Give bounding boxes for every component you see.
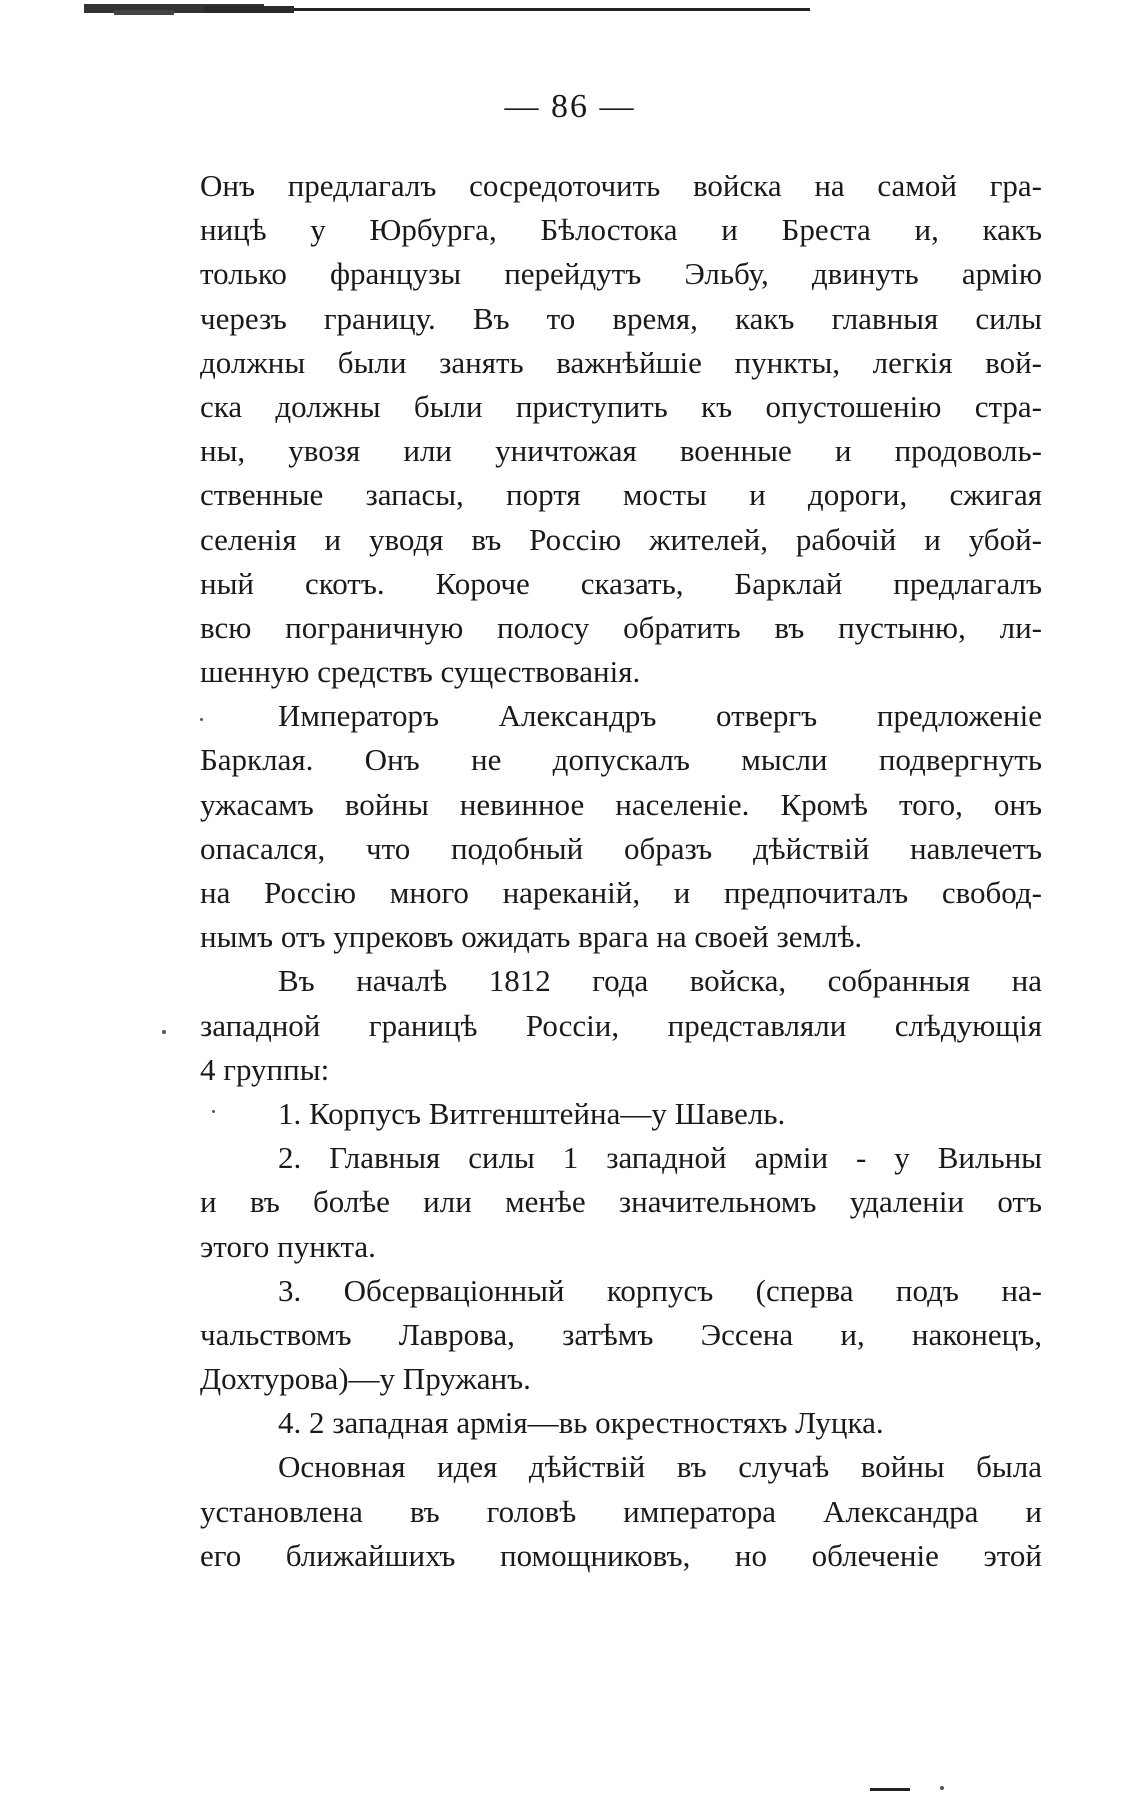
- text-line: Въ началѣ 1812 года войска, собранныя на: [278, 963, 1042, 999]
- text-line: опасался, что подобный образъ дѣйствій навлечетъ: [200, 830, 1042, 866]
- text-line: всю пограничную полосу обратить въ пустыню, ли-: [200, 609, 1042, 645]
- text-line: его ближайшихъ помощниковъ, но облеченіе этой: [200, 1537, 1042, 1573]
- text-line: 4 группы:: [200, 1051, 330, 1087]
- text-line: чальствомъ Лаврова, затѣмъ Эссена и, наконецъ,: [200, 1316, 1042, 1352]
- text-line: шенную средствъ существованія.: [200, 654, 641, 690]
- text-line: только французы перейдутъ Эльбу, двинуть армію: [200, 256, 1042, 292]
- text-line: 4. 2 западная армія—вь окрестностяхъ Луцка.: [278, 1405, 884, 1441]
- text-line: и въ болѣе или менѣе значительномъ удаленіи отъ: [200, 1184, 1042, 1220]
- bottom-rule: [870, 1788, 910, 1791]
- text-line: ны, увозя или уничтожая военные и продоволь-: [200, 433, 1042, 469]
- text-line: ницѣ у Юрбурга, Бѣлостока и Бреста и, какъ: [200, 212, 1042, 248]
- text-line: Онъ предлагалъ сосредоточить войска на самой гра-: [200, 168, 1042, 203]
- text-line: Императоръ Александръ отвергъ предложеніе: [278, 698, 1042, 734]
- text-line: 1. Корпусъ Витгенштейна—у Шавель.: [278, 1095, 786, 1131]
- text-line: селенія и уводя въ Россію жителей, рабочій и убой-: [200, 521, 1042, 557]
- ink-speck: [940, 1786, 944, 1790]
- text-line: ственные запасы, портя мосты и дороги, сжигая: [200, 477, 1042, 513]
- text-line: должны были занять важнѣйшіе пункты, легкія вой-: [200, 344, 1042, 380]
- text-line: Дохтурова)—у Пружанъ.: [200, 1361, 531, 1397]
- text-line: Барклая. Онъ не допускалъ мысли подвергнуть: [200, 742, 1042, 778]
- text-line: на Россію много нареканій, и предпочиталъ свобод-: [200, 875, 1042, 910]
- text-line: ный скотъ. Короче сказать, Барклай предлагалъ: [200, 565, 1042, 601]
- text-line: ужасамъ войны невинное населеніе. Кромѣ того, онъ: [200, 786, 1042, 822]
- text-line: черезъ границу. Въ то время, какъ главныя силы: [200, 300, 1042, 336]
- ink-speck: [212, 1110, 215, 1113]
- text-line: 2. Главныя силы 1 западной арміи - у Вильны: [278, 1140, 1042, 1176]
- text-line: ска должны были приступить къ опустошенію стра-: [200, 388, 1042, 424]
- top-rule: [84, 4, 810, 16]
- text-line: 3. Обсерваціонный корпусъ (сперва подъ на-: [278, 1272, 1042, 1308]
- text-line: установлена въ головѣ императора Александра и: [200, 1493, 1042, 1529]
- ink-speck: [162, 1030, 166, 1034]
- ink-speck: [200, 718, 203, 721]
- text-line: этого пункта.: [200, 1228, 376, 1264]
- body-text: [200, 164, 1042, 1578]
- page-number: — 86 —: [504, 88, 636, 125]
- text-line: западной границѣ Россіи, представляли слѣдующія: [200, 1007, 1042, 1043]
- text-line: нымъ отъ упрековъ ожидать врага на своей землѣ.: [200, 919, 863, 955]
- text-line: Основная идея дѣйствій въ случаѣ войны была: [278, 1449, 1042, 1485]
